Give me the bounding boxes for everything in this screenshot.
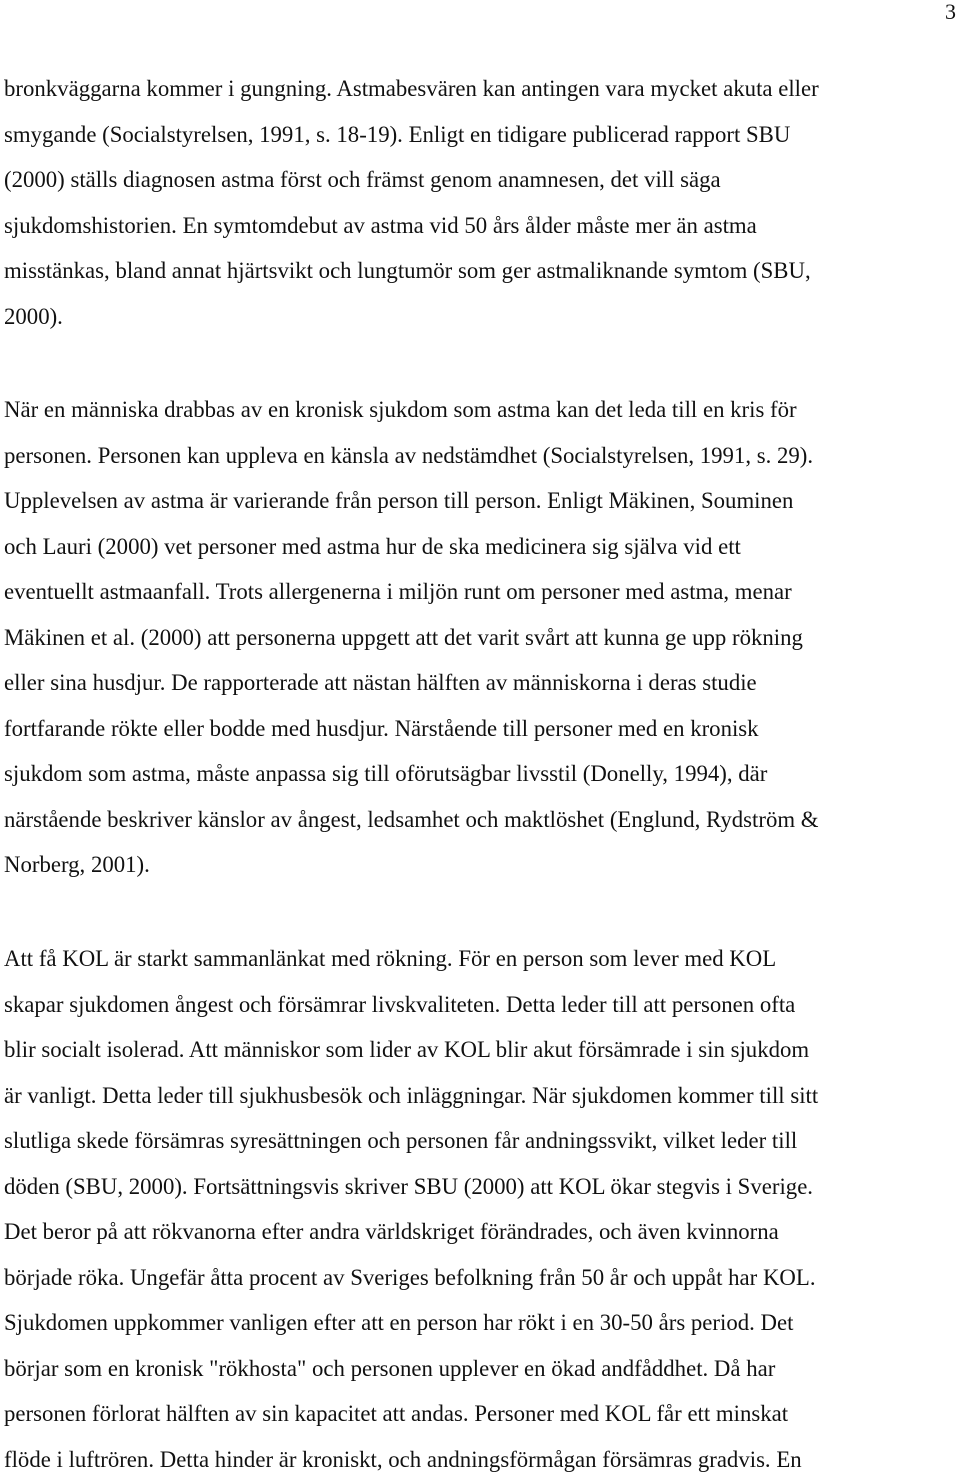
page-number: 3 [945,0,956,24]
text-line: 2000). [4,294,960,340]
text-line: fortfarande rökte eller bodde med husdjur. Närstående till personer med en kronisk [4,706,960,752]
text-line: närstående beskriver känslor av ångest, ledsamhet och maktlöshet (Englund, Rydström & [4,797,960,843]
paragraph-asthma-diagnosis [4,66,960,339]
text-line: personen. Personen kan uppleva en känsla av nedstämdhet (Socialstyrelsen, 1991, s. 29). [4,433,960,479]
text-line: misstänkas, bland annat hjärtsvikt och lungtumör som ger astmaliknande symtom (SBU, [4,248,960,294]
text-line: personen förlorat hälften av sin kapacitet att andas. Personer med KOL får ett minskat [4,1391,960,1437]
text-line: är vanligt. Detta leder till sjukhusbesök och inläggningar. När sjukdomen kommer till sitt [4,1073,960,1119]
text-line: flöde i luftrören. Detta hinder är kroniskt, och andningsförmågan försämras gradvis. En [4,1437,960,1482]
text-line: Norberg, 2001). [4,842,960,888]
text-line: eventuellt astmaanfall. Trots allergenerna i miljön runt om personer med astma, menar [4,569,960,615]
text-line: och Lauri (2000) vet personer med astma hur de ska medicinera sig själva vid ett [4,524,960,570]
paragraph-kol [4,936,960,1482]
text-line: smygande (Socialstyrelsen, 1991, s. 18-19). Enligt en tidigare publicerad rapport SBU [4,112,960,158]
text-line: slutliga skede försämras syresättningen och personen får andningssvikt, vilket leder till [4,1118,960,1164]
text-line: bronkväggarna kommer i gungning. Astmabesvären kan antingen vara mycket akuta eller [4,66,960,112]
paragraph-chronic-illness [4,387,960,888]
text-line: sjukdom som astma, måste anpassa sig till oförutsägbar livsstil (Donelly, 1994), där [4,751,960,797]
text-line: Mäkinen et al. (2000) att personerna uppgett att det varit svårt att kunna ge upp rökning [4,615,960,661]
text-line: Det beror på att rökvanorna efter andra världskriget förändrades, och även kvinnorna [4,1209,960,1255]
text-line: började röka. Ungefär åtta procent av Sveriges befolkning från 50 år och uppåt har KOL. [4,1255,960,1301]
text-line: blir socialt isolerad. Att människor som lider av KOL blir akut försämrade i sin sjukdom [4,1027,960,1073]
text-line: döden (SBU, 2000). Fortsättningsvis skriver SBU (2000) att KOL ökar stegvis i Sverige. [4,1164,960,1210]
text-line: Upplevelsen av astma är varierande från person till person. Enligt Mäkinen, Souminen [4,478,960,524]
text-line: När en människa drabbas av en kronisk sjukdom som astma kan det leda till en kris för [4,387,960,433]
text-line: (2000) ställs diagnosen astma först och främst genom anamnesen, det vill säga [4,157,960,203]
text-line: Sjukdomen uppkommer vanligen efter att en person har rökt i en 30-50 års period. Det [4,1300,960,1346]
text-line: eller sina husdjur. De rapporterade att nästan hälften av människorna i deras studie [4,660,960,706]
text-line: Att få KOL är starkt sammanlänkat med rökning. För en person som lever med KOL [4,936,960,982]
text-line: börjar som en kronisk "rökhosta" och personen upplever en ökad andfåddhet. Då har [4,1346,960,1392]
text-line: sjukdomshistorien. En symtomdebut av astma vid 50 års ålder måste mer än astma [4,203,960,249]
text-line: skapar sjukdomen ångest och försämrar livskvaliteten. Detta leder till att personen ofta [4,982,960,1028]
